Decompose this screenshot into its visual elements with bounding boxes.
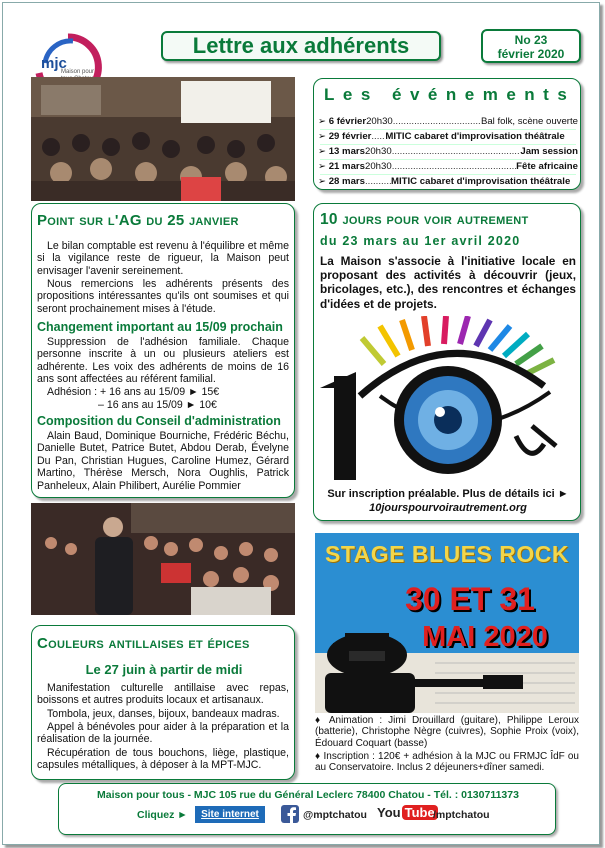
ag-title: Point sur l'AG du 25 janvier: [37, 212, 239, 229]
assembly-photo: [31, 77, 295, 201]
youtube-logo[interactable]: You Tube: [377, 805, 438, 820]
logo-subtitle: Maison pour: [61, 69, 95, 75]
couleurs-p1: Manifestation culturelle antillaise avec repas, boissons et autres produits locaux et artisanaux.: [37, 682, 289, 707]
ten-days-inscription: Sur inscription préalable. Plus de détails ici ►: [327, 488, 569, 500]
event-item: ➢ 21 mars 20h30 ..... Fête africaine: [318, 161, 578, 173]
fee-over-16: Adhésion : + 16 ans au 15/09 ► 15€: [47, 386, 220, 398]
ten-days-dates: du 23 mars au 1er avril 2020: [320, 234, 521, 248]
newsletter-title: Lettre aux adhérents: [161, 31, 441, 61]
couleurs-subtitle: Le 27 juin à partir de midi: [85, 662, 243, 677]
newsletter-page: [2, 2, 600, 845]
ten-days-url[interactable]: 10jourspourvoirautrement.org: [369, 502, 527, 514]
issue-number: No 23: [514, 33, 548, 47]
facebook-icon[interactable]: [281, 805, 299, 823]
poster-dates: 30 ET 31: [405, 581, 535, 617]
poster-month: MAI 2020: [422, 621, 548, 653]
website-link[interactable]: Site internet: [195, 806, 265, 823]
event-item: ➢ 6 février 20h30 ..... Bal folk, scène ouverte: [318, 116, 578, 128]
footer: [58, 783, 556, 835]
ag-section: [31, 203, 295, 498]
blues-rock-poster: [315, 533, 579, 713]
events-title: Les événements: [324, 85, 576, 104]
couleurs-p3: Appel à bénévoles pour aider à la préparation et la réalisation de la journée.: [37, 721, 289, 746]
footer-address: Maison pour tous - MJC 105 rue du Général Leclerc 78400 Chatou - Tél. : 0130711373: [97, 789, 519, 801]
blues-animation: ♦ Animation : Jimi Drouillard (guitare), Philippe Leroux (batterie), Christophe Nègre (cuivres), Sophie Proix (voix), Édouard Coquart (basse): [315, 715, 579, 749]
council-members: Alain Baud, Dominique Bourniche, Frédéric Béchu, Danielle Butet, Patrice Butet, Abdou Derab, Évelyne Du Pan, Christian Hugues, Caroline Humez, Gérard Martino, Thérèse Mersch, Nora Oughlis, Patrick Panheleux, Alain Philibert, Aurélie Pommier: [37, 430, 289, 492]
issue-date: février 2020: [497, 47, 565, 61]
change-text: Suppression de l'adhésion familiale. Chaque personne inscrite à un ou plusieurs ateliers est adhérente. Les voix des adhérents de moins de 16 ans sont affectées au référent familial.: [37, 336, 289, 386]
ten-days-title: 10 jours pour voir autrement: [320, 211, 529, 228]
fee-under-16: – 16 ans au 15/09 ► 10€: [98, 399, 217, 411]
couleurs-title: Couleurs antillaises et épices: [37, 635, 250, 652]
events-section: [313, 78, 581, 190]
issue-info: [481, 29, 581, 63]
event-item: ➢ 28 mars ..... MITIC cabaret d'improvisation théâtrale: [318, 176, 578, 188]
youtube-handle[interactable]: /mptchatou: [433, 809, 490, 821]
event-item: ➢ 13 mars 20h30 ..... Jam session: [318, 146, 578, 158]
couleurs-p4: Récupération de tous bouchons, liège, plastique, capsules métalliques, à déposer à la MPT-MJC.: [37, 747, 289, 772]
ag-paragraph-1: Le bilan comptable est revenu à l'équilibre et même si la vigilance reste de rigueur, la Maison peut envisager l'avenir sereinement.: [37, 240, 289, 277]
poster-title: STAGE BLUES ROCK: [325, 541, 569, 567]
couleurs-section: [31, 625, 295, 780]
blues-inscription: ♦ Inscription : 120€ + adhésion à la MJC ou FRMJC ÎdF ou au Conservatoire. Inclus 2 déjeuners+dîner samedi.: [315, 751, 579, 774]
footer-click-label: Cliquez ►: [137, 809, 188, 821]
facebook-handle[interactable]: @mptchatou: [303, 809, 367, 821]
ten-days-section: [313, 203, 581, 521]
event-item: ➢ 29 février ..... MITIC cabaret d'improvisation théâtrale: [318, 131, 578, 143]
couleurs-p2: Tombola, jeux, danses, bijoux, bandeaux madras.: [47, 708, 280, 720]
ag-paragraph-2: Nous remercions les adhérents présents des propositions intéressantes qu'ils ont soumises et qui seront prochainement mises à l'étude.: [37, 278, 289, 315]
audience-photo: [31, 503, 295, 615]
eye-logo: [320, 316, 576, 486]
change-title: Changement important au 15/09 prochain: [37, 320, 283, 334]
council-title: Composition du Conseil d'administration: [37, 414, 281, 428]
logo-text: mjc: [41, 55, 67, 72]
ten-days-text: La Maison s'associe à l'initiative locale en proposant des activités à découvrir (jeux, bricolages, etc.), des rencontres et échanges d'idées et de projets.: [320, 254, 576, 311]
